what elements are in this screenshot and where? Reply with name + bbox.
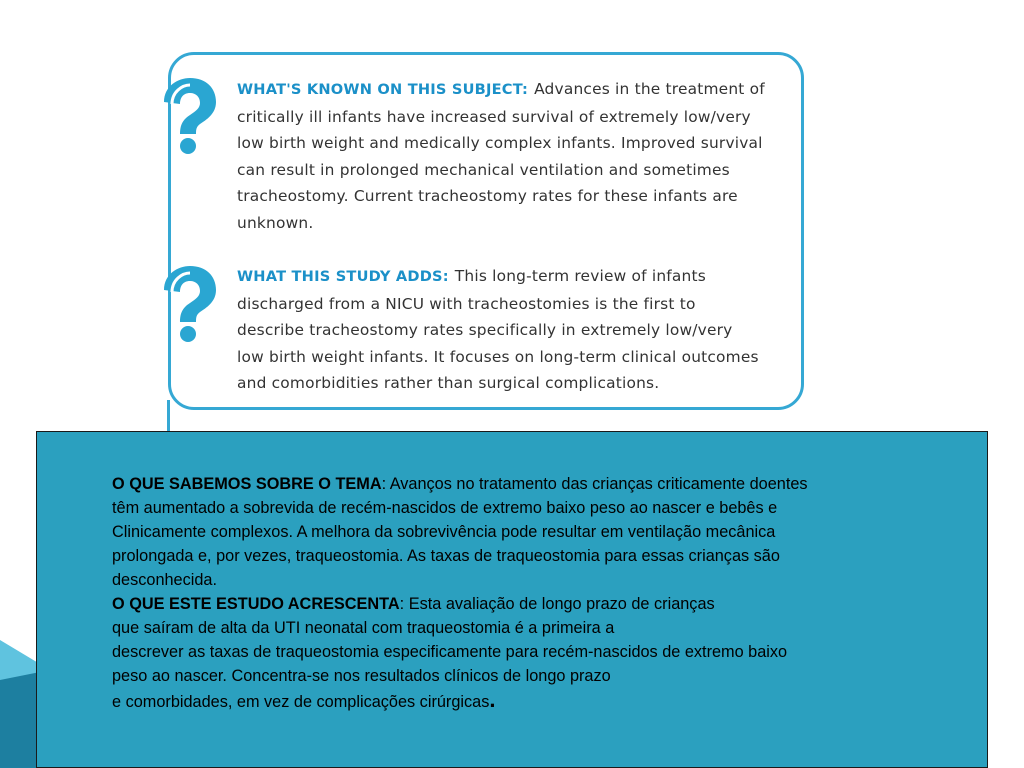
adds-line-1: WHAT THIS STUDY ADDS: This long-term review of infants bbox=[237, 267, 706, 285]
translation-panel bbox=[36, 431, 988, 768]
pt-known-line-2: têm aumentado a sobrevida de recém-nascidos de extremo baixo peso ao nascer e bebês e bbox=[112, 499, 778, 517]
pt-adds-line-5: e comorbidades, em vez de complicações cirúrgicas. bbox=[112, 687, 496, 712]
question-mark-icon bbox=[156, 76, 220, 154]
known-line-4: can result in prolonged mechanical ventilation and sometimes bbox=[237, 160, 730, 179]
known-line-6: unknown. bbox=[237, 213, 314, 232]
known-heading: WHAT'S KNOWN ON THIS SUBJECT: bbox=[237, 81, 529, 98]
pt-adds-heading: O QUE ESTE ESTUDO ACRESCENTA bbox=[112, 595, 400, 613]
pt-adds-line-2: que saíram de alta da UTI neonatal com traqueostomia é a primeira a bbox=[112, 619, 615, 637]
known-line-1: WHAT'S KNOWN ON THIS SUBJECT: Advances in the treatment of bbox=[237, 80, 765, 98]
pt-adds-line-1: O QUE ESTE ESTUDO ACRESCENTA: Esta avaliação de longo prazo de crianças bbox=[112, 595, 715, 613]
pt-known-line-1: O QUE SABEMOS SOBRE O TEMA: Avanços no tratamento das crianças criticamente doentes bbox=[112, 475, 808, 493]
translation-text bbox=[112, 472, 982, 714]
adds-line-2: discharged from a NICU with tracheostomies is the first to bbox=[237, 294, 696, 313]
question-mark-icon bbox=[156, 264, 220, 342]
adds-line-3: describe tracheostomy rates specifically in extremely low/very bbox=[237, 321, 733, 340]
known-line-5: tracheostomy. Current tracheostomy rates for these infants are bbox=[237, 187, 738, 206]
adds-section bbox=[237, 263, 797, 397]
final-period: . bbox=[489, 687, 496, 712]
summary-box-connector bbox=[167, 400, 170, 434]
adds-line-5: and comorbidities rather than surgical complications. bbox=[237, 374, 660, 393]
pt-known-heading: O QUE SABEMOS SOBRE O TEMA bbox=[112, 475, 382, 493]
pt-known-line-3: Clinicamente complexos. A melhora da sobrevivência pode resultar em ventilação mecânica bbox=[112, 523, 776, 541]
pt-known-line-5: desconhecida. bbox=[112, 571, 218, 589]
pt-known-line-4: prolongada e, por vezes, traqueostomia. As taxas de traqueostomia para essas crianças são bbox=[112, 547, 780, 565]
pt-adds-line-4: peso ao nascer. Concentra-se nos resultados clínicos de longo prazo bbox=[112, 667, 611, 685]
known-line-2: critically ill infants have increased survival of extremely low/very bbox=[237, 107, 751, 126]
pt-adds-line-3: descrever as taxas de traqueostomia especificamente para recém-nascidos de extremo baixo bbox=[112, 643, 788, 661]
adds-line-4: low birth weight infants. It focuses on long-term clinical outcomes bbox=[237, 347, 759, 366]
known-line-3: low birth weight and medically complex infants. Improved survival bbox=[237, 134, 763, 153]
adds-heading: WHAT THIS STUDY ADDS: bbox=[237, 268, 449, 285]
known-section bbox=[237, 76, 797, 237]
